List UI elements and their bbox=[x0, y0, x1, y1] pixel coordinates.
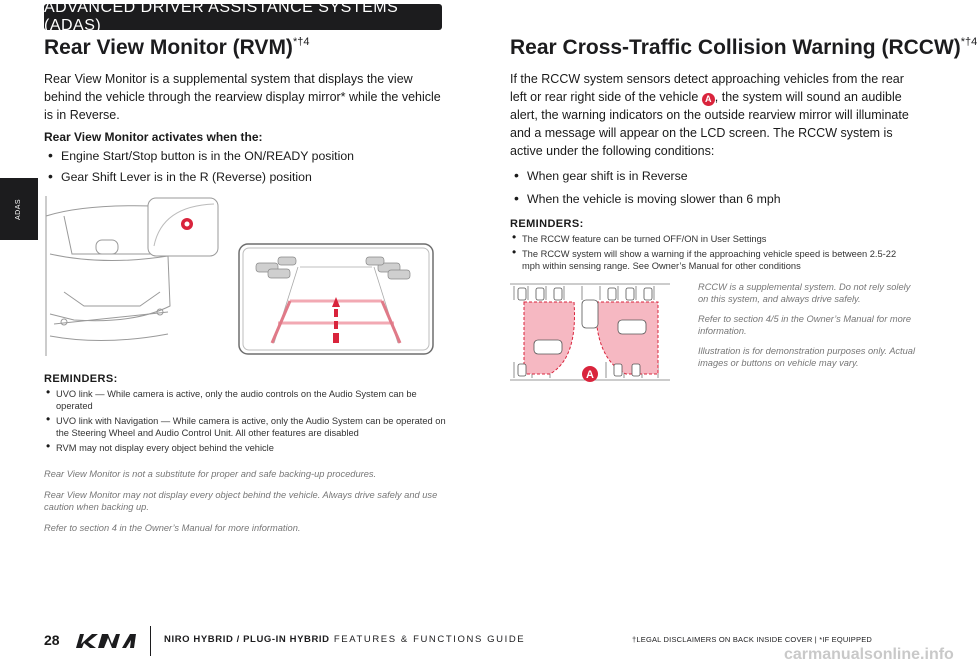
rvm-reminders-title: REMINDERS: bbox=[44, 373, 118, 385]
footer-model: NIRO HYBRID / PLUG-IN HYBRID bbox=[164, 634, 330, 645]
list-item: • The RCCW feature can be turned OFF/ON in User Settings bbox=[510, 233, 915, 245]
vehicle-rear-illustration bbox=[44, 196, 222, 358]
page-number: 28 bbox=[44, 632, 60, 648]
footer-divider bbox=[150, 626, 151, 656]
rvm-title bbox=[44, 36, 309, 60]
rccw-note-2: Refer to section 4/5 in the Owner’s Manual for more information. bbox=[698, 314, 912, 336]
rccw-intro-after: , the system will sound an audible alert, the warning indicators on the outside rearview mirror will illuminate and a message will appear on the LCD screen. The RCCW system is active under the following conditions: bbox=[510, 90, 909, 158]
rvm-note-1: Rear View Monitor is not a substitute for proper and safe backing-up procedures. bbox=[44, 469, 377, 479]
rvm-reminders bbox=[44, 373, 449, 534]
kia-logo bbox=[74, 632, 140, 650]
rvm-intro: Rear View Monitor is a supplemental system that displays the view behind the vehicle through the rearview display mirror* while the vehicle is in Reverse. bbox=[44, 72, 441, 122]
rvm-activates-heading: Rear View Monitor activates when the: bbox=[44, 130, 263, 144]
callout-a-badge: A bbox=[702, 93, 715, 106]
list-item: • UVO link with Navigation — While camera is active, only the Audio System can be operated on the Steering Wheel and Audio Control Unit. All other features are disabled bbox=[44, 415, 449, 439]
rccw-column bbox=[510, 70, 915, 272]
callout-a-label: A bbox=[586, 369, 594, 381]
list-item: • Gear Shift Lever is in the R (Reverse) position bbox=[44, 169, 444, 186]
rvm-column bbox=[44, 70, 444, 186]
list-item: • RVM may not display every object behind the vehicle bbox=[44, 442, 449, 454]
rccw-intro bbox=[510, 70, 915, 160]
list-item: • UVO link — While camera is active, only the audio controls on the Audio System can be operated bbox=[44, 388, 449, 412]
section-banner: ADVANCED DRIVER ASSISTANCE SYSTEMS (ADAS) bbox=[44, 4, 442, 30]
rccw-title bbox=[510, 36, 977, 60]
rccw-title-sup: *†4 bbox=[960, 36, 977, 48]
rccw-intro-before: If the RCCW system sensors detect approaching vehicles from the rear left or rear right side of the vehicle bbox=[510, 72, 904, 104]
side-tab bbox=[0, 178, 38, 240]
rvm-note-2: Rear View Monitor may not display every object behind the vehicle. Always drive safely and use caution when backing up. bbox=[44, 490, 438, 512]
rccw-title-text: Rear Cross-Traffic Collision Warning (RCCW) bbox=[510, 36, 961, 59]
list-item: • The RCCW system will show a warning if the approaching vehicle speed is between 2.5-22 mph within sensing range. See Owner’s Manual for other conditions bbox=[510, 248, 915, 272]
rccw-reminders-list bbox=[510, 233, 915, 272]
side-tab-label: ADAS bbox=[15, 198, 23, 220]
rccw-notes bbox=[698, 281, 920, 369]
list-item: • When the vehicle is moving slower than 6 mph bbox=[510, 191, 915, 208]
footer-title bbox=[164, 634, 525, 645]
rvm-title-text: Rear View Monitor (RVM) bbox=[44, 36, 293, 59]
list-item: • When gear shift is in Reverse bbox=[510, 168, 915, 185]
rccw-reminders-title: REMINDERS: bbox=[510, 218, 584, 230]
rccw-note-1: RCCW is a supplemental system. Do not rely solely on this system, and always drive safely. bbox=[698, 282, 911, 304]
rearview-display-illustration bbox=[238, 243, 434, 355]
rvm-title-sup: *†4 bbox=[292, 36, 310, 48]
rccw-note-3: Illustration is for demonstration purposes only. Actual images or buttons on vehicle may vary. bbox=[698, 346, 916, 368]
rvm-reminders-list bbox=[44, 388, 449, 454]
watermark: carmanualsonline.info bbox=[784, 646, 954, 663]
rvm-note-3: Refer to section 4 in the Owner’s Manual for more information. bbox=[44, 523, 301, 533]
list-item: • Engine Start/Stop button is in the ON/READY position bbox=[44, 148, 444, 165]
legal-disclaimer: †LEGAL DISCLAIMERS ON BACK INSIDE COVER | *IF EQUIPPED bbox=[632, 635, 873, 644]
rccw-bullets bbox=[510, 168, 915, 208]
rvm-bullets bbox=[44, 148, 444, 186]
parking-lot-illustration bbox=[510, 282, 672, 386]
footer-guide: FEATURES & FUNCTIONS GUIDE bbox=[333, 634, 526, 645]
